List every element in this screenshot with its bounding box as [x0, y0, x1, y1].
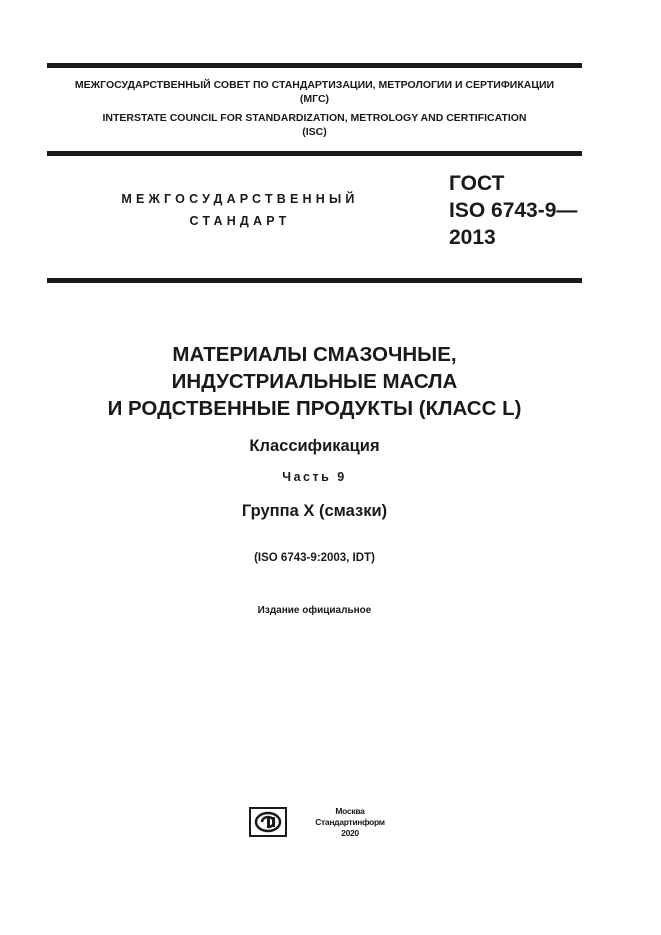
bottom-rule: [47, 278, 582, 283]
document-subtitle: Классификация: [249, 437, 380, 455]
group-name: Группа Х (смазки): [241, 502, 388, 520]
designation-line1: ГОСТ: [449, 172, 505, 195]
council-abbr-ru: (МГС): [299, 93, 330, 105]
standard-type: [100, 188, 380, 232]
standard-type-line2: СТАНДАРТ: [189, 214, 291, 228]
iso-reference: (ISO 6743-9:2003, IDT): [254, 552, 375, 564]
document-title: [47, 341, 582, 422]
top-rule: [47, 63, 582, 68]
standard-designation: [449, 170, 577, 251]
standard-type-line1: МЕЖГОСУДАРСТВЕННЫЙ: [121, 192, 359, 206]
council-name-ru: [47, 78, 582, 106]
title-line1: МАТЕРИАЛЫ СМАЗОЧНЫЕ,: [172, 343, 457, 366]
designation-line2: ISO 6743-9—: [449, 199, 578, 222]
publisher-name: Стандартинформ: [315, 817, 385, 827]
council-name-en: [47, 111, 582, 139]
title-line3: И РОДСТВЕННЫЕ ПРОДУКТЫ (КЛАСС L): [107, 397, 522, 420]
council-name-en-line1: INTERSTATE COUNCIL FOR STANDARDIZATION, METROLOGY AND CERTIFICATION: [102, 112, 527, 124]
middle-rule: [47, 151, 582, 156]
part-number: Часть 9: [282, 470, 347, 484]
publisher-year: 2020: [341, 828, 359, 838]
council-name-ru-line1: МЕЖГОСУДАРСТВЕННЫЙ СОВЕТ ПО СТАНДАРТИЗАЦИИ, МЕТРОЛОГИИ И СЕРТИФИКАЦИИ: [74, 79, 555, 91]
publisher-city: Москва: [335, 806, 365, 816]
title-line2: ИНДУСТРИАЛЬНЫЕ МАСЛА: [171, 370, 458, 393]
publisher-imprint: [300, 806, 400, 839]
edition-note: Издание официальное: [257, 605, 372, 616]
council-abbr-en: (ISC): [302, 126, 327, 138]
designation-line3: 2013: [449, 226, 496, 249]
standartinform-logo-icon: [249, 807, 287, 837]
